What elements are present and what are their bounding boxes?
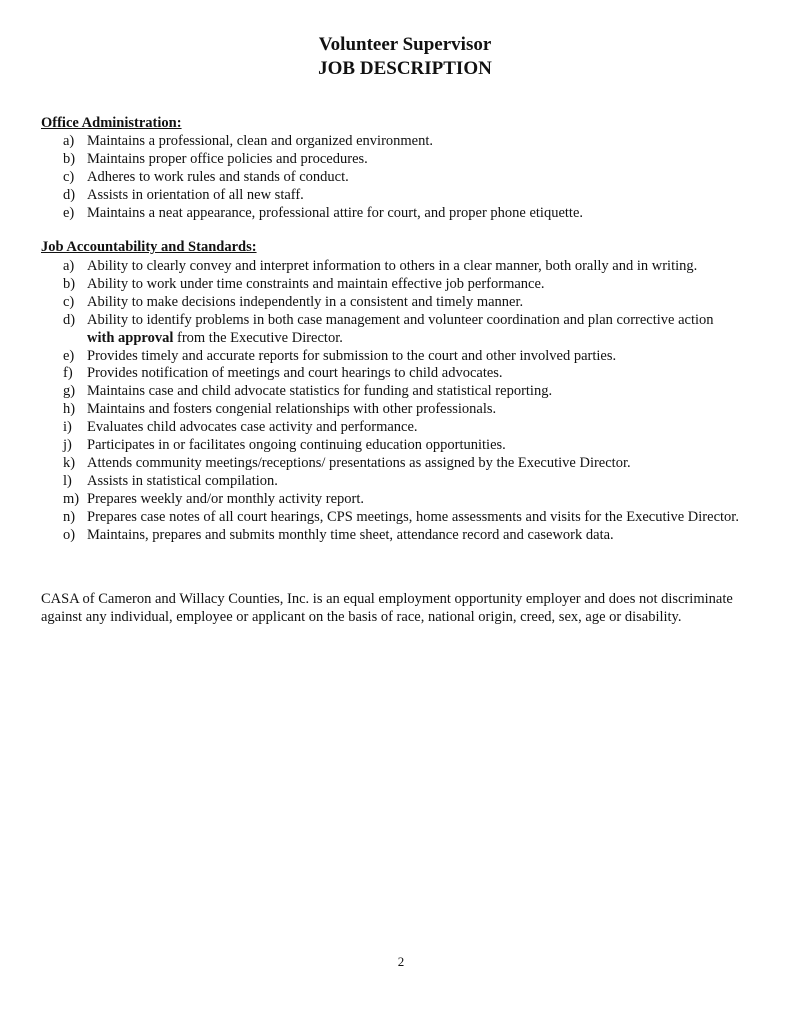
list-item-text: Maintains case and child advocate statistics for funding and statistical reporting. [87,383,553,400]
list-marker: m) [63,490,80,507]
list-item-text: Maintains proper office policies and procedures. [87,150,368,167]
document-subtitle: JOB DESCRIPTION [318,58,492,79]
list-item [41,294,753,312]
list-item [41,258,753,276]
list-item-text: Evaluates child advocates case activity and performance. [87,419,418,436]
list-marker: b) [63,275,76,292]
list-marker: n) [63,508,76,525]
list-item [41,401,753,419]
section-heading-job-accountability: Job Accountability and Standards: [41,239,257,255]
list-item-text: Ability to identify problems in both case management and volunteer coordination and plan corrective action [87,311,714,328]
list-marker: b) [63,150,76,167]
list-item [41,133,753,151]
list-item [41,455,753,473]
list-item-text: Maintains, prepares and submits monthly time sheet, attendance record and casework data. [87,526,614,543]
job-accountability-list [41,258,753,545]
list-item-text: Assists in orientation of all new staff. [87,186,304,203]
list-item [41,151,753,169]
list-marker: l) [63,472,72,489]
list-marker: g) [63,383,76,400]
list-item [41,205,753,223]
list-marker: a) [63,133,75,149]
list-item-text: Prepares weekly and/or monthly activity report. [87,490,365,507]
list-marker: o) [63,526,76,543]
list-item [41,419,753,437]
list-marker: e) [63,347,75,364]
list-item [41,312,753,348]
list-marker: k) [63,454,76,471]
list-item [41,348,753,366]
list-item [41,491,753,509]
list-item-text: Adheres to work rules and stands of conduct. [87,168,349,185]
list-item [41,437,753,455]
page-number: 2 [397,954,405,969]
list-item-text: from the Executive Director. [176,329,343,346]
list-item [41,509,753,527]
section-heading-office-administration: Office Administration: [41,115,182,131]
list-item-text: Ability to make decisions independently in a consistent and timely manner. [87,293,524,310]
list-marker: j) [63,437,72,454]
list-marker: c) [63,168,75,185]
list-item-text: Participates in or facilitates ongoing continuing education opportunities. [87,437,506,454]
list-item-text: Provides timely and accurate reports for submission to the court and other involved parties. [87,347,617,364]
list-marker: d) [63,311,76,328]
list-item [41,383,753,401]
list-marker: i) [63,419,72,436]
list-item-text: Ability to work under time constraints and maintain effective job performance. [87,275,545,292]
list-marker: f) [63,365,73,382]
list-item-text: Maintains and fosters congenial relationships with other professionals. [87,401,497,418]
list-item [41,276,753,294]
list-item-text: Provides notification of meetings and court hearings to child advocates. [87,365,503,382]
office-administration-list [41,133,753,223]
list-marker: c) [63,293,75,310]
list-marker: a) [63,258,75,274]
list-item-text: Assists in statistical compilation. [87,472,278,489]
list-item-text: Prepares case notes of all court hearings, CPS meetings, home assessments and visits for the Executive Director. [87,508,739,525]
title-block [0,33,792,81]
list-item-text: Attends community meetings/receptions/ presentations as assigned by the Executive Director. [87,454,631,471]
eeo-statement: CASA of Cameron and Willacy Counties, Inc. is an equal employment opportunity employer and does not discriminate against any individual, employee or applicant on the basis of race, national origin, creed, sex, age or disability. [41,591,733,625]
list-item-bold-text: with approval [87,329,174,346]
list-marker: h) [63,401,76,418]
list-item [41,169,753,187]
list-item-text: Ability to clearly convey and interpret information to others in a clear manner, both orally and in writing. [87,258,698,274]
list-item [41,187,753,205]
list-item [41,473,753,491]
list-marker: d) [63,186,76,203]
list-item-text: Maintains a neat appearance, professional attire for court, and proper phone etiquette. [87,204,584,221]
list-item-text: Maintains a professional, clean and organized environment. [87,133,434,149]
document-title: Volunteer Supervisor [318,34,492,55]
list-item [41,527,753,545]
list-item [41,365,753,383]
list-marker: e) [63,204,75,221]
